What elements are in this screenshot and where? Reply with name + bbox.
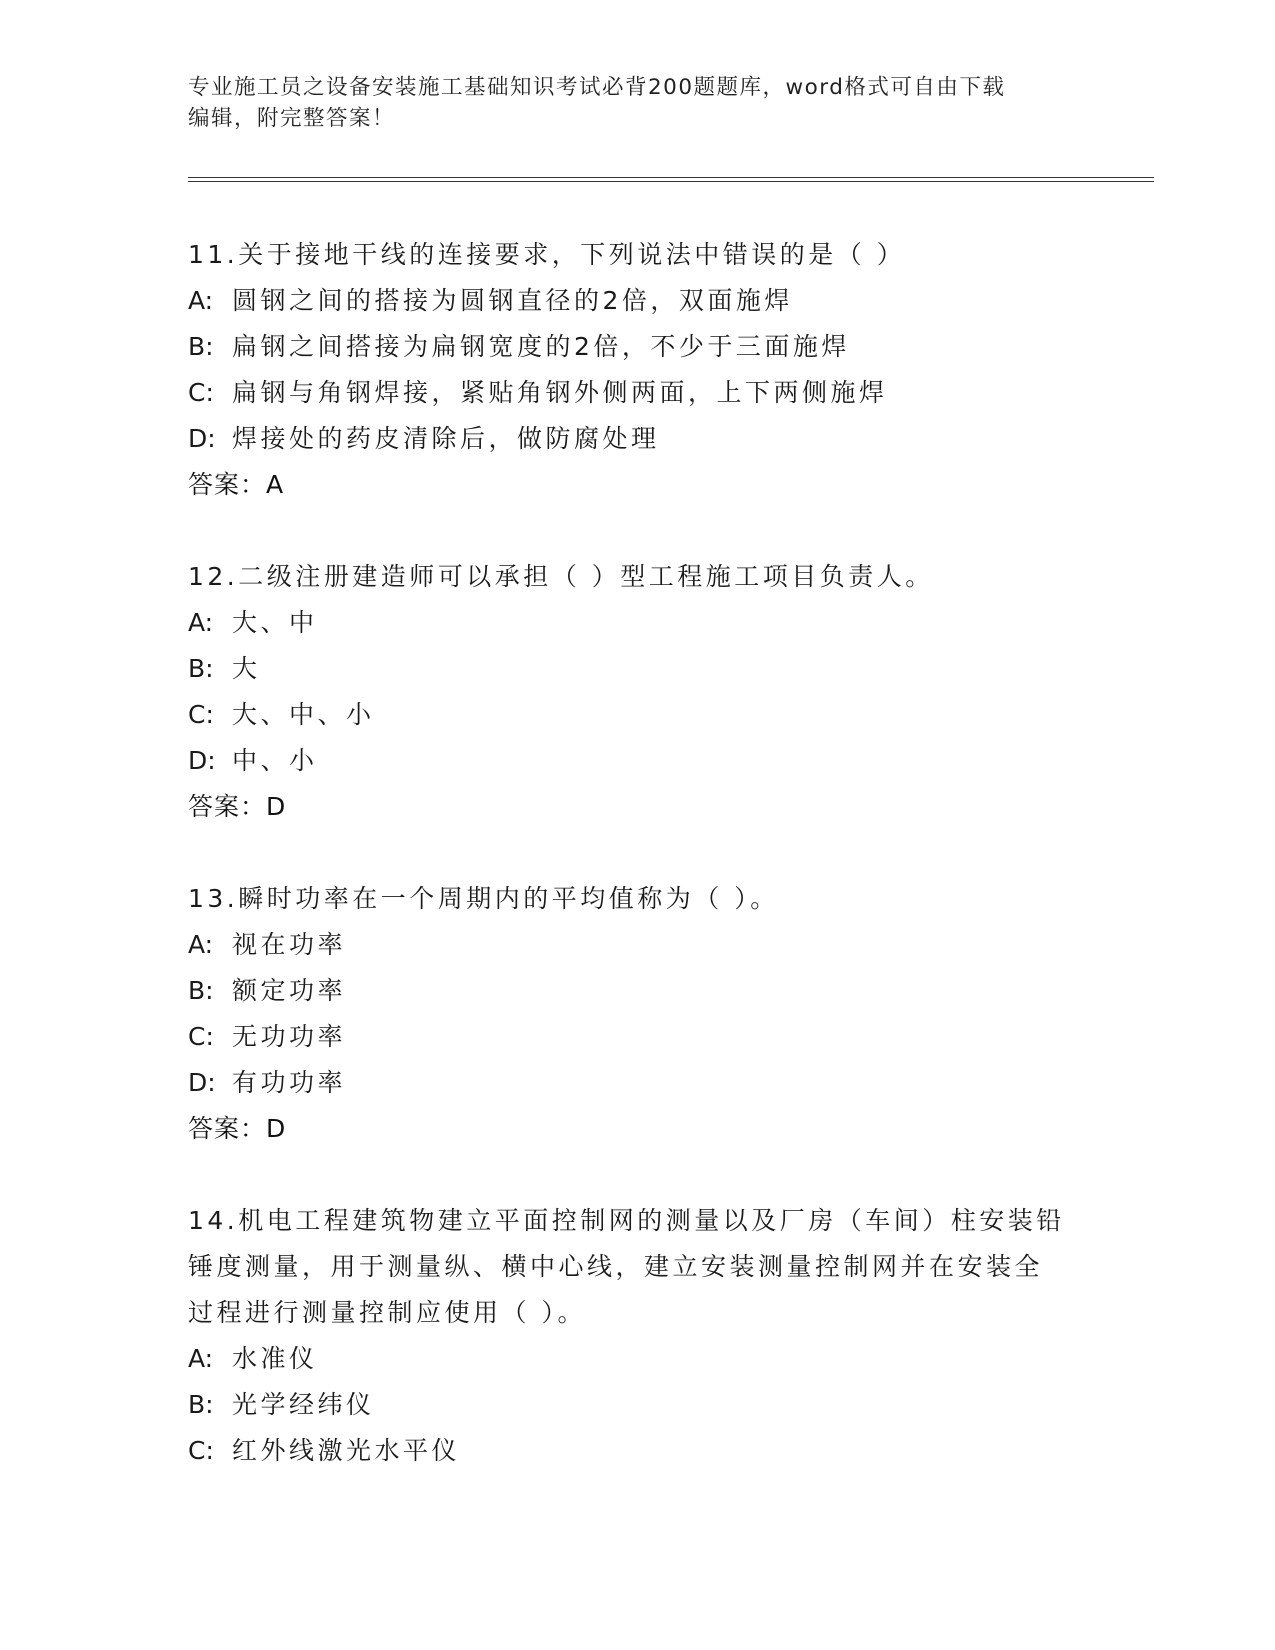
option-label: D: xyxy=(188,1068,216,1097)
answer: 答案：A xyxy=(188,470,285,499)
header-title-line-1: 专业施工员之设备安装施工基础知识考试必背200题题库，word格式可自由下载 xyxy=(188,75,1006,100)
option-text: 中、小 xyxy=(232,746,318,775)
option-label: C: xyxy=(188,1022,214,1051)
option-text: 扁钢之间搭接为扁钢宽度的2倍，不少于三面施焊 xyxy=(232,332,850,361)
option-text: 额定功率 xyxy=(232,976,347,1005)
question-12 xyxy=(188,554,1108,830)
option-text: 大 xyxy=(232,654,261,683)
question-stem-line-2: 锤度测量，用于测量纵、横中心线，建立安装测量控制网并在安装全 xyxy=(188,1252,1044,1281)
question-stem: 13.瞬时功率在一个周期内的平均值称为（ ）。 xyxy=(188,884,779,913)
option-a xyxy=(188,600,1108,646)
question-14 xyxy=(188,1198,1108,1474)
option-text: 大、中、小 xyxy=(232,700,375,729)
option-label: A: xyxy=(188,1344,214,1373)
option-text: 有功功率 xyxy=(232,1068,347,1097)
option-label: A: xyxy=(188,930,214,959)
option-text: 焊接处的药皮清除后，做防腐处理 xyxy=(232,424,660,453)
header-divider-top xyxy=(188,177,1154,178)
option-text: 水准仪 xyxy=(232,1344,318,1373)
option-label: B: xyxy=(188,654,214,683)
question-stem-line-1: 14.机电工程建筑物建立平面控制网的测量以及厂房（车间）柱安装铅 xyxy=(188,1206,1065,1235)
question-stem: 11.关于接地干线的连接要求，下列说法中错误的是（ ） xyxy=(188,240,906,269)
option-label: D: xyxy=(188,746,216,775)
option-a xyxy=(188,922,1108,968)
option-label: A: xyxy=(188,608,214,637)
option-c xyxy=(188,1428,1108,1474)
option-text: 视在功率 xyxy=(232,930,347,959)
option-text: 扁钢与角钢焊接，紧贴角钢外侧两面，上下两侧施焊 xyxy=(232,378,888,407)
option-label: D: xyxy=(188,424,216,453)
option-d xyxy=(188,738,1108,784)
option-b xyxy=(188,324,1108,370)
option-label: B: xyxy=(188,976,214,1005)
option-d xyxy=(188,1060,1108,1106)
option-b xyxy=(188,646,1108,692)
option-text: 光学经纬仪 xyxy=(232,1390,375,1419)
option-label: C: xyxy=(188,1436,214,1465)
option-text: 大、中 xyxy=(232,608,318,637)
question-13 xyxy=(188,876,1108,1152)
option-b xyxy=(188,1382,1108,1428)
document-header xyxy=(188,72,1068,134)
question-stem-line-3: 过程进行测量控制应使用（ ）。 xyxy=(188,1298,586,1327)
question-list xyxy=(188,232,1108,1520)
option-d xyxy=(188,416,1108,462)
header-divider-bottom xyxy=(188,181,1154,182)
option-text: 红外线激光水平仪 xyxy=(232,1436,461,1465)
option-a xyxy=(188,1336,1108,1382)
option-label: C: xyxy=(188,700,214,729)
option-c xyxy=(188,692,1108,738)
option-label: B: xyxy=(188,1390,214,1419)
option-text: 无功功率 xyxy=(232,1022,347,1051)
option-c xyxy=(188,370,1108,416)
answer: 答案：D xyxy=(188,1114,287,1143)
option-a xyxy=(188,278,1108,324)
option-label: C: xyxy=(188,378,214,407)
option-label: A: xyxy=(188,286,214,315)
option-text: 圆钢之间的搭接为圆钢直径的2倍，双面施焊 xyxy=(232,286,793,315)
option-b xyxy=(188,968,1108,1014)
question-stem: 12.二级注册建造师可以承担（ ）型工程施工项目负责人。 xyxy=(188,562,934,591)
question-11 xyxy=(188,232,1108,508)
option-label: B: xyxy=(188,332,214,361)
header-title-line-2: 编辑，附完整答案！ xyxy=(188,106,396,131)
answer: 答案：D xyxy=(188,792,287,821)
option-c xyxy=(188,1014,1108,1060)
